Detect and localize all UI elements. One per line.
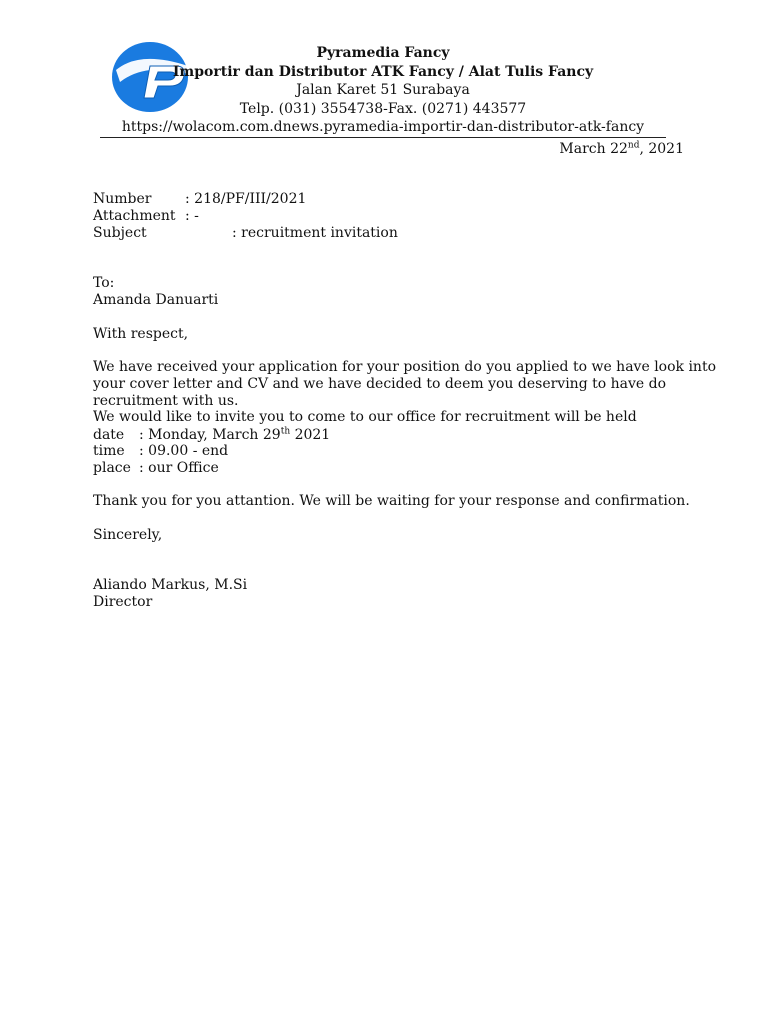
schedule-date-suffix: th	[280, 426, 291, 437]
date-year: , 2021	[639, 141, 684, 157]
schedule-date-label: date	[93, 427, 125, 443]
subject-label: Subject	[93, 225, 147, 241]
attachment-label: Attachment	[93, 208, 176, 224]
recipient-name: Amanda Danuarti	[93, 292, 219, 308]
to-label: To:	[93, 275, 115, 291]
company-url: https://wolacom.com.dnews.pyramedia-importir-dan-distributor-atk-fancy	[121, 119, 645, 135]
number-value: : 218/PF/III/2021	[185, 191, 307, 207]
tagline-part-a: Importir dan Distributor ATK Fancy /	[172, 63, 469, 80]
attachment-value: : -	[185, 208, 199, 224]
letterhead	[100, 44, 666, 137]
body-paragraph-3: Thank you for you attantion. We will be waiting for your response and confirmation.	[93, 493, 690, 509]
company-address: Jalan Karet 51 Surabaya	[296, 82, 470, 98]
greeting: With respect,	[93, 326, 189, 342]
tagline-part-b: Alat Tulis Fancy	[468, 63, 594, 80]
closing: Sincerely,	[93, 527, 163, 543]
date-suffix: nd	[627, 140, 640, 151]
subject-value: : recruitment invitation	[232, 225, 398, 241]
schedule-date-main: : Monday, March 29	[139, 427, 281, 443]
schedule-time-value: : 09.00 - end	[139, 443, 229, 459]
schedule-place-value: : our Office	[139, 460, 219, 476]
date-month-day: March 22	[559, 141, 628, 157]
number-label: Number	[93, 191, 152, 207]
schedule-time-label: time	[93, 443, 125, 459]
schedule-date-value	[139, 427, 330, 443]
signer-name: Aliando Markus, M.Si	[93, 577, 248, 593]
signer-title: Director	[93, 594, 153, 610]
schedule-place-label: place	[93, 460, 131, 476]
letter-date	[559, 141, 684, 157]
company-tagline	[100, 63, 666, 82]
header-divider	[100, 137, 666, 138]
company-phone: Telp. (031) 3554738-Fax. (0271) 443577	[239, 100, 527, 117]
body-paragraph-2: We would like to invite you to come to our office for recruitment will be held	[93, 409, 637, 425]
body-paragraph-1: We have received your application for your position do you applied to we have look into your cover letter and CV and we have decided to deem you deserving to have do recruitment with us.	[93, 359, 717, 409]
schedule-date-year: 2021	[290, 427, 331, 443]
company-name: Pyramedia Fancy	[316, 45, 450, 61]
